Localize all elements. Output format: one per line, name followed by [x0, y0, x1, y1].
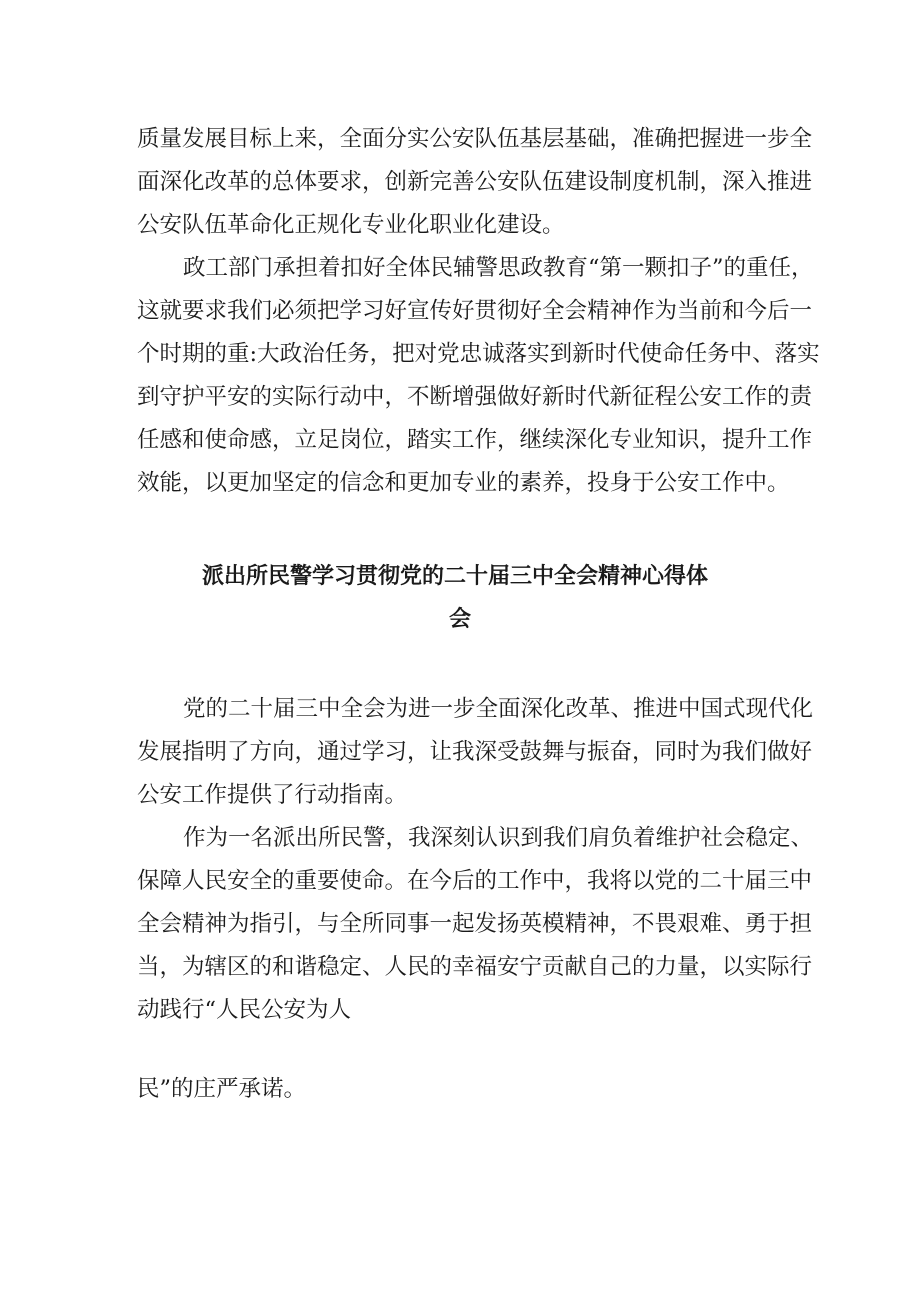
text-line: 任感和使命感，立足岗位，踏实工作，继续深化专业知识，提升工作 — [137, 427, 813, 453]
text-line: 民”的庄严承诺。 — [137, 1076, 307, 1102]
text-line: 质量发展目标上来，全面分实公安队伍基层基础，准确把握进一步全 — [137, 126, 813, 152]
text-line: 保障人民安全的重要使命。在今后的工作中，我将以党的二十届三中 — [137, 868, 813, 894]
text-line: 效能，以更加坚定的信念和更加专业的素养，投身于公安工作中。 — [137, 470, 790, 496]
text-line: 党的二十届三中全会为进一步全面深化改革、推进中国式现代化 — [183, 696, 814, 722]
text-line: 政工部门承担着扣好全体民辅警思政教育“第一颗扣子”的重任， — [183, 255, 814, 281]
text-line: 公安工作提供了行动指南。 — [137, 782, 408, 808]
section-title-line: 派出所民警学习贯彻党的二十届三中全会精神心得体 — [201, 564, 708, 589]
text-line: 当，为辖区的和谐稳定、人民的幸福安宁贡献自己的力量，以实际行 — [137, 954, 813, 980]
text-line: 公安队伍革命化正规化专业化职业化建设。 — [137, 212, 565, 238]
section-title-line: 会 — [448, 607, 471, 632]
text-line: 到守护平安的实际行动中，不断增强做好新时代新征程公安工作的责 — [137, 384, 813, 410]
text-line: 个时期的重:大政治任务，把对党忠诚落实到新时代使命任务中、落实 — [137, 341, 820, 367]
text-line: 动践行“人民公安为人 — [137, 997, 352, 1023]
text-line: 作为一名派出所民警，我深刻认识到我们肩负着维护社会稳定、 — [183, 825, 814, 851]
text-line: 发展指明了方向，通过学习，让我深受鼓舞与振奋，同时为我们做好 — [137, 739, 813, 765]
text-line: 全会精神为指引，与全所同事一起发扬英模精神，不畏艰难、勇于担 — [137, 911, 813, 937]
text-line: 这就要求我们必须把学习好宣传好贯彻好全会精神作为当前和今后一 — [137, 298, 813, 324]
text-line: 面深化改革的总体要求，创新完善公安队伍建设制度机制，深入推进 — [137, 169, 813, 195]
